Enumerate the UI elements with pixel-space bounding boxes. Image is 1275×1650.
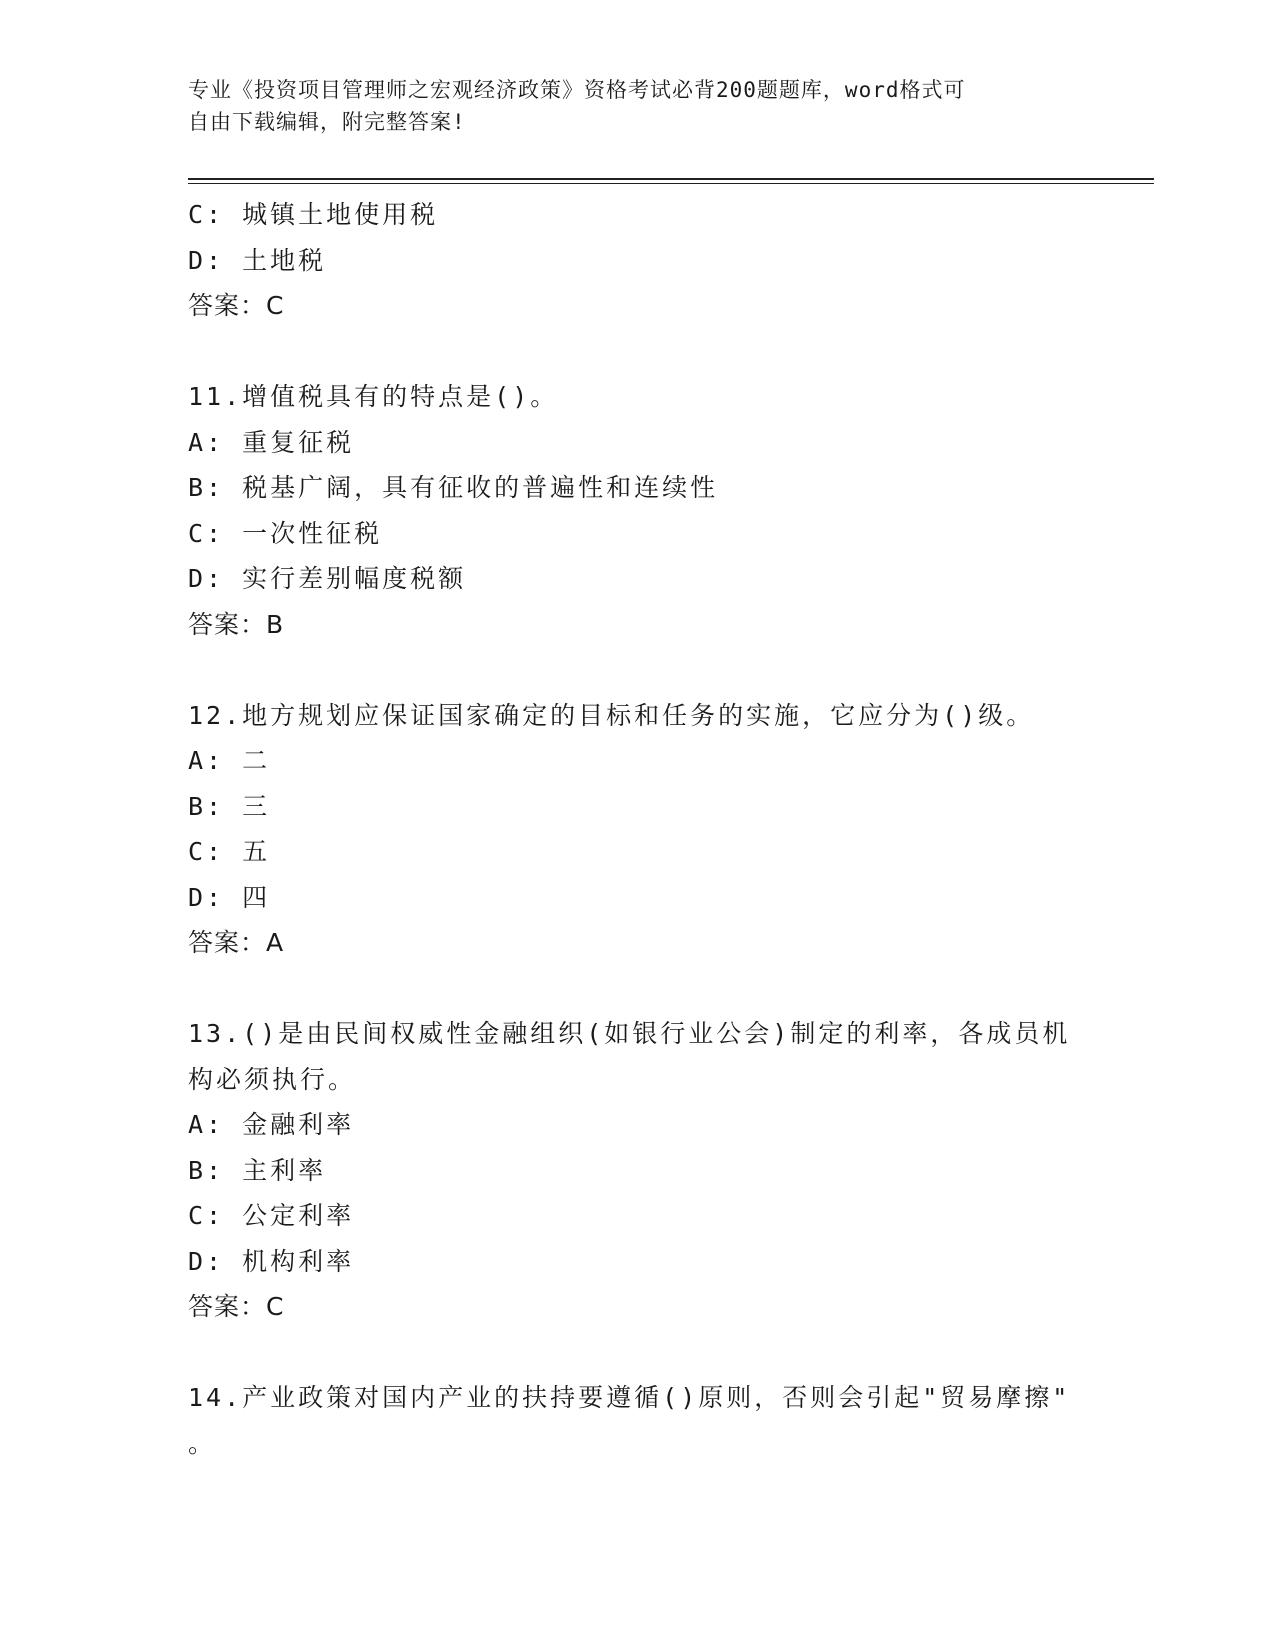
question-11-block — [188, 374, 1088, 647]
spacer — [188, 966, 1088, 1012]
question-12-block — [188, 693, 1088, 966]
question-10-block — [188, 192, 1088, 329]
q13-question-line-2: 构必须执行。 — [188, 1064, 357, 1094]
q12-option-b: B: 三 — [188, 791, 271, 821]
spacer — [188, 329, 1088, 375]
q10-answer: 答案：C — [188, 291, 285, 320]
document-header — [188, 74, 1068, 138]
q13-answer: 答案：C — [188, 1292, 285, 1321]
q11-option-b: B: 税基广阔，具有征收的普遍性和连续性 — [188, 473, 719, 502]
header-line-1: 专业《投资项目管理师之宏观经济政策》资格考试必背200题题库，word格式可 — [188, 78, 966, 102]
q12-option-a: A: 二 — [188, 746, 271, 775]
q13-option-b: B: 主利率 — [188, 1155, 327, 1185]
q11-option-a: A: 重复征税 — [188, 427, 355, 457]
question-14-block — [188, 1375, 1088, 1466]
header-line-2: 自由下载编辑，附完整答案! — [188, 110, 466, 134]
question-13-block — [188, 1011, 1088, 1330]
q10-option-c: C: 城镇土地使用税 — [188, 200, 439, 229]
q14-question-line-2: 。 — [188, 1428, 217, 1458]
q11-answer: 答案：B — [188, 609, 285, 639]
q12-question: 12.地方规划应保证国家确定的目标和任务的实施，它应分为()级。 — [188, 700, 1035, 730]
q14-question-line-1: 14.产业政策对国内产业的扶持要遵循()原则，否则会引起"贸易摩擦" — [188, 1383, 1071, 1412]
q12-option-d: D: 四 — [188, 882, 271, 912]
q13-option-a: A: 金融利率 — [188, 1110, 355, 1139]
q11-question: 11.增值税具有的特点是()。 — [188, 382, 559, 411]
q11-option-d: D: 实行差别幅度税额 — [188, 564, 467, 593]
q12-answer: 答案：A — [188, 928, 285, 957]
q13-option-c: C: 公定利率 — [188, 1201, 355, 1230]
q12-option-c: C: 五 — [188, 837, 271, 866]
q13-option-d: D: 机构利率 — [188, 1246, 355, 1276]
spacer — [188, 647, 1088, 693]
header-divider-thin — [188, 183, 1154, 184]
header-divider-thick — [188, 178, 1154, 180]
q10-option-d: D: 土地税 — [188, 245, 327, 275]
spacer — [188, 1330, 1088, 1376]
q11-option-c: C: 一次性征税 — [188, 518, 383, 548]
q13-question-line-1: 13.()是由民间权威性金融组织(如银行业公会)制定的利率，各成员机 — [188, 1019, 1071, 1048]
question-list — [188, 192, 1088, 1466]
